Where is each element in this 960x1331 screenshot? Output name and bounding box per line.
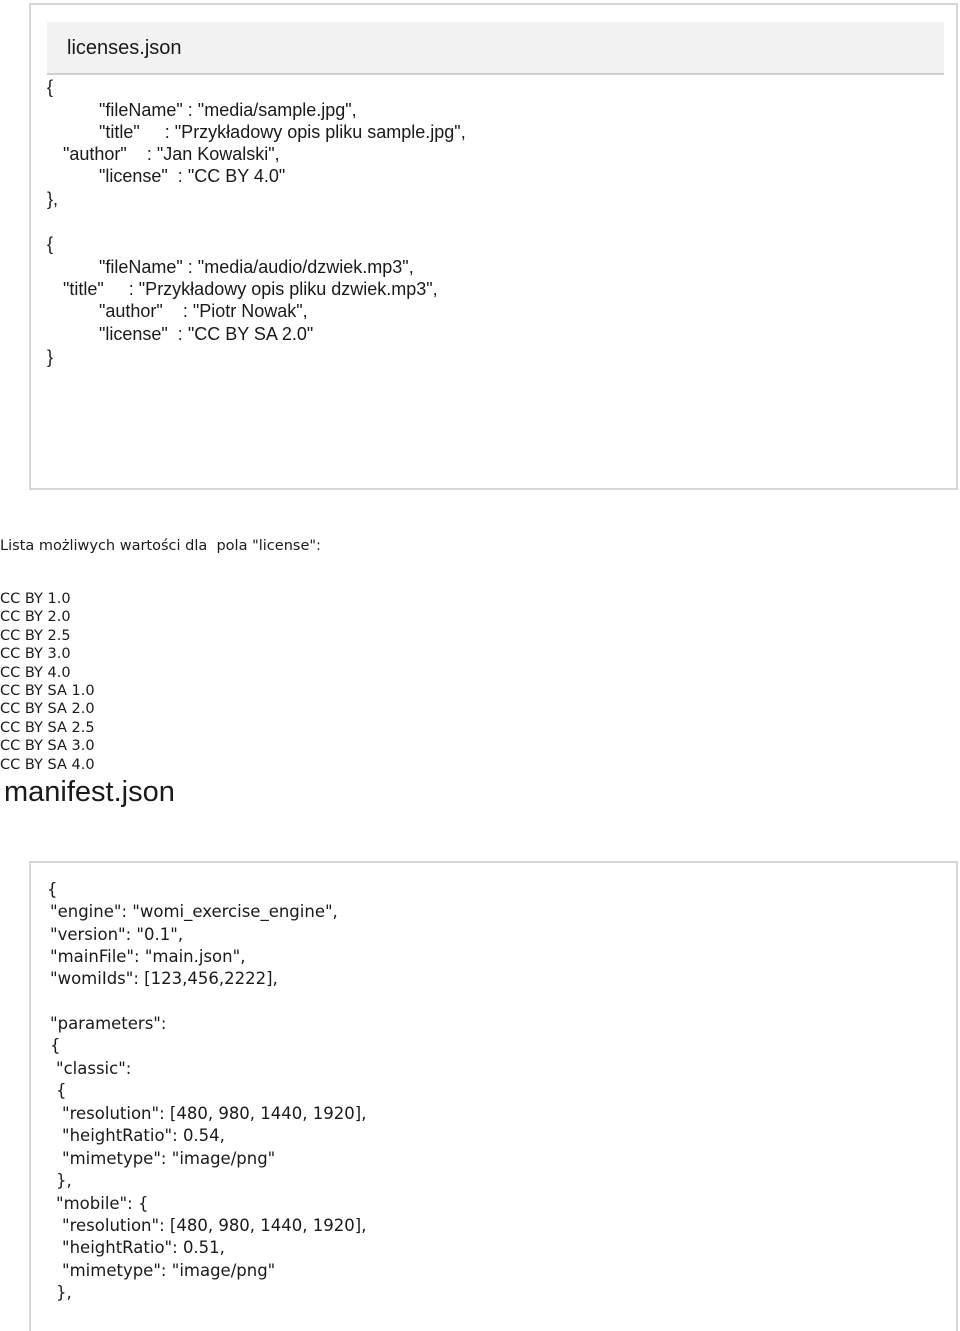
code-line: }, (47, 189, 59, 209)
code-line: "classic": (56, 1059, 132, 1078)
code-line: "license" : "CC BY SA 2.0" (99, 324, 314, 344)
code-line: "fileName" : "media/audio/dzwiek.mp3", (99, 257, 414, 277)
code-line: { (56, 1081, 67, 1100)
code-line: "author" : "Piotr Nowak", (99, 301, 308, 321)
code-line: }, (56, 1171, 72, 1190)
code-line: { (50, 1036, 61, 1055)
code-line: "womiIds": [123,456,2222], (50, 969, 278, 988)
code-line: "license" : "CC BY 4.0" (99, 166, 286, 186)
list-item: CC BY 1.0 (0, 591, 71, 607)
licenses-code-title: licenses.json (67, 37, 182, 59)
code-line: "mimetype": "image/png" (62, 1149, 276, 1168)
code-line: "fileName" : "media/sample.jpg", (99, 100, 357, 120)
list-item: CC BY SA 2.0 (0, 701, 95, 718)
code-line: "resolution": [480, 980, 1440, 1920], (62, 1104, 367, 1123)
code-line: { (47, 77, 54, 97)
licenses-code-header (47, 22, 944, 75)
list-item: CC BY SA 1.0 (0, 683, 95, 700)
list-item: CC BY SA 3.0 (0, 738, 95, 755)
code-line: "author" : "Jan Kowalski", (63, 144, 280, 164)
code-line: "engine": "womi_exercise_engine", (50, 902, 338, 921)
list-item: CC BY 2.0 (0, 609, 71, 626)
list-item: CC BY 4.0 (0, 664, 71, 681)
code-line: { (47, 880, 58, 899)
code-line: "mimetype": "image/png" (62, 1261, 276, 1280)
code-line: "title" : "Przykładowy opis pliku sample.jpg", (99, 122, 466, 142)
code-line: "title" : "Przykładowy opis pliku dzwiek.mp3", (63, 279, 438, 299)
code-line: "heightRatio": 0.51, (62, 1238, 225, 1257)
list-item: CC BY SA 4.0 (0, 756, 95, 773)
list-item: CC BY 2.5 (0, 627, 71, 644)
code-line: "resolution": [480, 980, 1440, 1920], (62, 1216, 367, 1235)
manifest-heading: manifest.json (4, 776, 175, 808)
code-line: "parameters": (50, 1014, 167, 1033)
code-line: { (47, 234, 54, 254)
code-line: "mobile": { (56, 1194, 149, 1213)
code-line: "version": "0.1", (50, 925, 184, 944)
list-item: CC BY SA 2.5 (0, 719, 95, 736)
license-values-list (0, 590, 95, 774)
code-line: "heightRatio": 0.54, (62, 1126, 225, 1145)
license-values-intro: Lista możliwych wartości dla pola "license": (0, 538, 321, 554)
licenses-code-box (29, 3, 958, 490)
code-line: "mainFile": "main.json", (50, 947, 246, 966)
code-line: } (47, 347, 54, 367)
list-item: CC BY 3.0 (0, 646, 71, 663)
code-line: }, (56, 1283, 72, 1302)
